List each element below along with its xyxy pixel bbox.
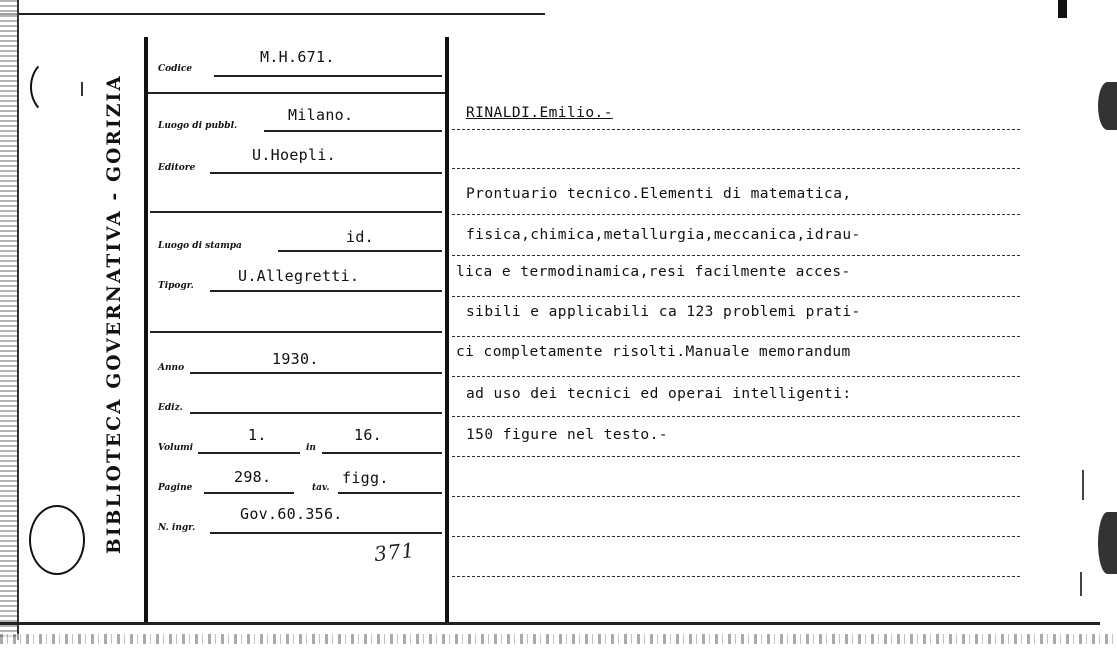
title-line-4: sibili e applicabili ca 123 problemi prati- — [466, 304, 861, 320]
editore-value: U.Hoepli. — [252, 146, 336, 164]
ingr-value: Gov.60.356. — [240, 505, 343, 523]
ruled-line-11 — [452, 536, 1020, 537]
rule-editore — [210, 172, 442, 174]
tav-label: tav. — [312, 483, 330, 493]
punch-hole-top-right — [81, 82, 83, 96]
pagine-label: Pagine — [158, 483, 193, 493]
pagine-value: 298. — [234, 468, 272, 486]
punch-hole-bottom — [29, 505, 85, 575]
punch-hole-top — [30, 58, 78, 116]
ruled-line-4 — [452, 255, 1020, 256]
title-line-1: Prontuario tecnico.Elementi di matematica, — [466, 186, 852, 202]
rule-volumi — [198, 452, 300, 454]
rule-section-1 — [148, 92, 445, 94]
tipogr-value: U.Allegretti. — [238, 267, 360, 285]
rule-formato — [322, 452, 442, 454]
ruled-line-9 — [452, 456, 1020, 457]
center-column-border — [445, 37, 449, 622]
rule-luogo-pubbl — [264, 130, 442, 132]
scan-bottom-edge — [0, 622, 1100, 625]
volumi-label: Volumi — [158, 443, 194, 453]
anno-value: 1930. — [272, 350, 319, 368]
tav-value: figg. — [342, 469, 389, 487]
ruled-line-12 — [452, 576, 1020, 577]
luogo-stampa-label: Luogo di stampa — [158, 241, 242, 251]
scan-right-edge-tick — [1082, 470, 1084, 500]
scan-top-right-mark — [1058, 0, 1067, 18]
rule-ingr — [210, 532, 442, 534]
rule-tipogr — [210, 290, 442, 292]
tipogr-label: Tipogr. — [158, 281, 194, 291]
ediz-label: Ediz. — [158, 403, 183, 413]
ingr-label: N. ingr. — [158, 523, 196, 533]
scan-right-edge-tick-2 — [1080, 572, 1082, 596]
title-line-7: 150 figure nel testo.- — [466, 427, 668, 443]
scan-right-clip-top — [1098, 82, 1117, 130]
ruled-line-5 — [452, 296, 1020, 297]
author-heading: RINALDI.Emilio.- — [466, 105, 613, 121]
ruled-line-6 — [452, 336, 1020, 337]
title-line-6: ad uso dei tecnici ed operai intelligenti: — [466, 386, 852, 402]
scan-left-edge — [0, 0, 18, 640]
editore-label: Editore — [158, 163, 196, 173]
formato-value: 16. — [354, 426, 382, 444]
rule-blank-1 — [150, 211, 442, 213]
ruled-line-10 — [452, 496, 1020, 497]
ruled-line-7 — [452, 376, 1020, 377]
rule-anno — [190, 372, 442, 374]
rule-codice — [214, 75, 442, 77]
rule-tav — [338, 492, 442, 494]
luogo-pubbl-label: Luogo di pubbl. — [158, 121, 238, 131]
ruled-line-8 — [452, 416, 1020, 417]
rule-pagine — [204, 492, 294, 494]
title-line-5: ci completamente risolti.Manuale memorandum — [456, 344, 851, 360]
luogo-pubbl-value: Milano. — [288, 106, 354, 124]
left-column-border — [144, 37, 148, 622]
rule-luogo-stampa — [278, 250, 442, 252]
luogo-stampa-value: id. — [346, 228, 374, 246]
title-line-3: lica e termodinamica,resi facilmente acces- — [456, 264, 851, 280]
rule-blank-2 — [150, 331, 442, 333]
scan-right-clip-bottom — [1098, 512, 1117, 574]
rule-ediz — [190, 412, 442, 414]
volumi-value: 1. — [248, 426, 267, 444]
scan-left-border — [17, 0, 19, 640]
codice-label: Codice — [158, 64, 193, 74]
ruled-line-2 — [452, 168, 1020, 169]
ruled-line-1 — [452, 129, 1020, 130]
codice-value: M.H.671. — [260, 48, 335, 66]
library-spine-title: BIBLIOTECA GOVERNATIVA - GORIZIA — [104, 74, 125, 554]
anno-label: Anno — [158, 363, 185, 373]
handwritten-note: 371 — [372, 537, 417, 567]
scan-bottom-noise — [0, 634, 1117, 644]
ruled-line-3 — [452, 214, 1020, 215]
scan-top-edge — [0, 13, 545, 15]
in-label: in — [306, 443, 316, 453]
title-line-2: fisica,chimica,metallurgia,meccanica,idrau- — [466, 227, 861, 243]
